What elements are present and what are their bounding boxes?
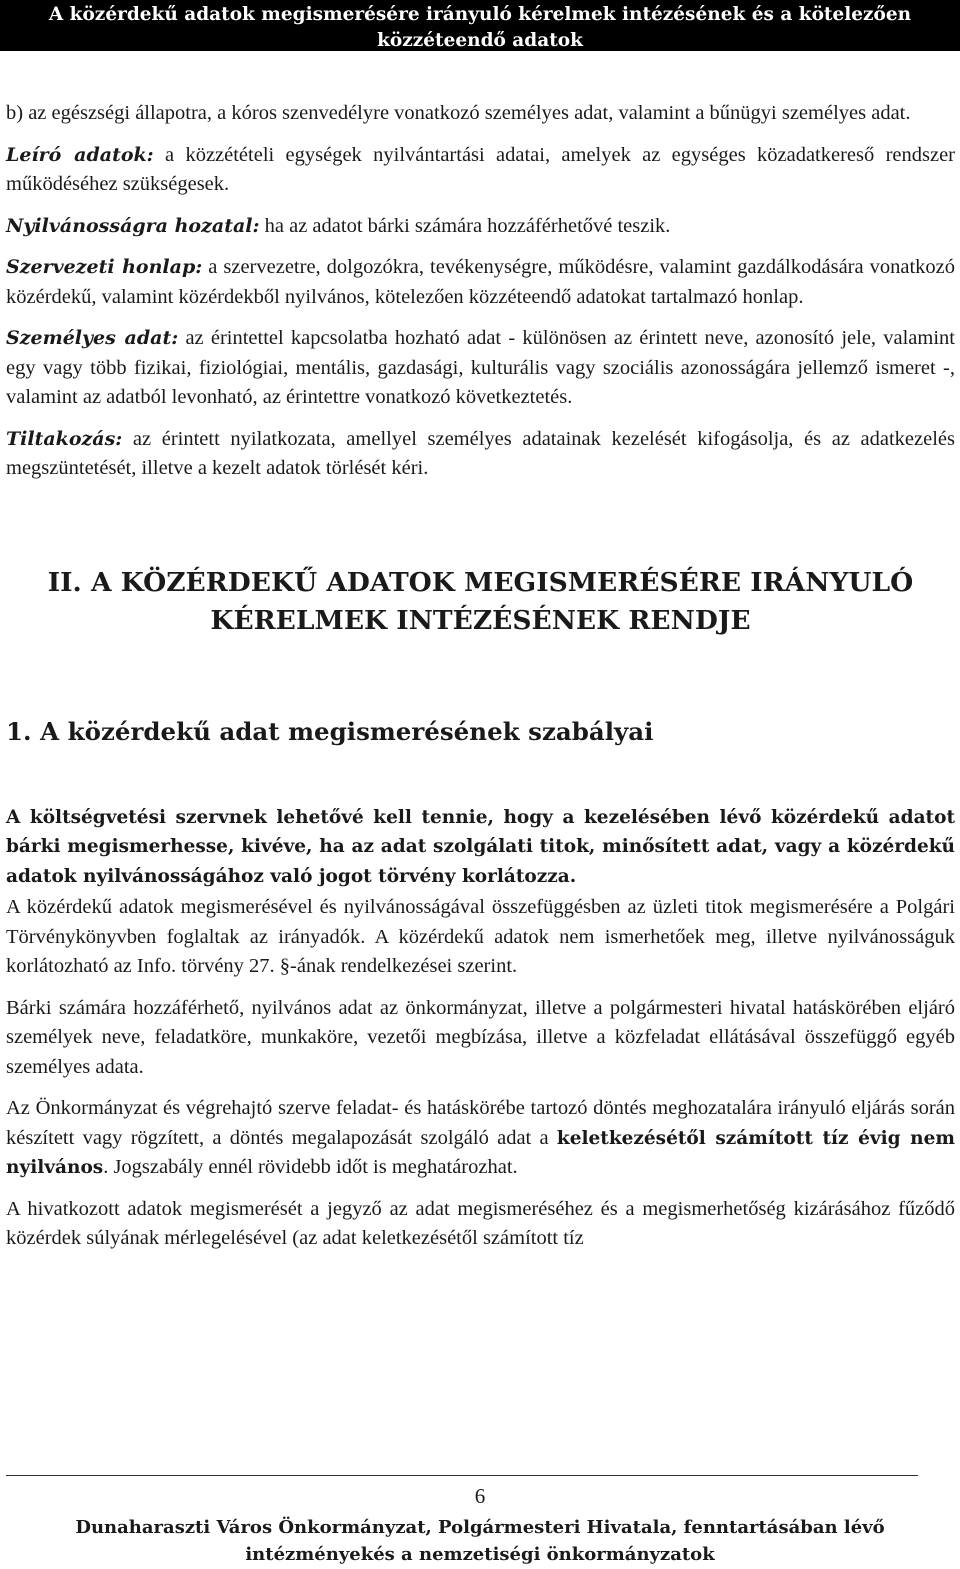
definition-text: az érintett nyilatkozata, amellyel személyes adatainak kezelését kifogásolja, és az adatkezelés megszüntetését, illetve a kezelt adatok törlését kéri. [6, 427, 955, 479]
definition-term: Szervezeti honlap: [6, 256, 203, 278]
paragraph: A hivatkozott adatok megismerését a jegyző az adat megismeréséhez és a megismerhetőség kizárásához fűződő közérdek súlyának mérlegelésével (az adat keletkezésétől számított tíz [6, 1197, 955, 1249]
footer-line-2: intézményekés a nemzetiségi önkormányzatok [245, 1544, 715, 1565]
document-body [0, 51, 960, 1254]
definition-item [6, 99, 955, 129]
paragraph-text: . Jogszabály ennél rövidebb időt is meghatározhat. [103, 1156, 518, 1178]
document-footer [0, 1514, 960, 1568]
section-title-line-2: KÉRELMEK INTÉZÉSÉNEK RENDJE [210, 604, 751, 636]
definition-text: a szervezetre, dolgozókra, tevékenységre, működésre, valamint gazdálkodására vonatkozó közérdekű, valamint közérdekből nyilvános, kötelezően közzéteendő adatokat tartalmazó honlap. [6, 256, 955, 308]
page-number: 6 [474, 1484, 486, 1508]
definition-item [6, 253, 955, 312]
definition-term: Nyilvánosságra hozatal: [6, 214, 260, 237]
bold-intro-paragraph: A költségvetési szervnek lehetővé kell tennie, hogy a kezelésében lévő közérdekű adatot bárki megismerhesse, kivéve, ha az adat szolgálati titok, minősített adat, vagy a közérdekű adatok nyilvánosságához való jogot törvény korlátozza. [6, 806, 955, 887]
header-line-1: A közérdekű adatok megismerésére irányuló kérelmek intézésének és a kötelezően közzéteendő adatok [48, 4, 912, 51]
footer-line-1: Dunaharaszti Város Önkormányzat, Polgármesteri Hivatala, fenntartásában lévő [75, 1517, 885, 1538]
header-line-2: nyilvánosságra hozatalának szabályzata [274, 56, 686, 77]
paragraph [6, 1094, 955, 1183]
emphasis-text: keletkezésétől számított tíz évig nem nyilvános [6, 1127, 955, 1178]
definition-term: Tiltakozás: [6, 427, 123, 450]
section-title [6, 564, 955, 640]
definition-item [6, 425, 955, 484]
paragraph: Bárki számára hozzáférhető, nyilvános adat az önkormányzat, illetve a polgármesteri hivatal hatáskörében eljáró személyek neve, feladatköre, munkaköre, vezetői megbízása, illetve a közfeladat ellátásával összefüggő egyéb személyes adata. [6, 996, 955, 1078]
section-title-line-1: II. A KÖZÉRDEKŰ ADATOK MEGISMERÉSÉRE IRÁNYULÓ [47, 566, 914, 598]
definition-text: a közzétételi egységek nyilvántartási adatai, amelyek az egységes közadatkereső rendszer működéséhez szükségesek. [6, 143, 956, 195]
paragraph-text: Az Önkormányzat és végrehajtó szerve feladat- és hatáskörébe tartozó döntés meghozatalára irányuló eljárás során készített vagy rögzített, a döntés megalapozását szolgáló adat a [6, 1097, 955, 1149]
paragraph: A közérdekű adatok megismerésével és nyilvánosságával összefüggésben az üzleti titok megismerésére a Polgári Törvénykönyvben foglaltak az irányadók. A közérdekű adatok nem ismerhetőek meg, illetve nyilvánosságuk korlátozható az Info. törvény 27. §-ának rendelkezései szerint. [6, 896, 955, 977]
definition-text: b) az egészségi állapotra, a kóros szenvedélyre vonatkozó személyes adat, valamint a bűnügyi személyes adat. [6, 102, 911, 124]
definition-text: ha az adatot bárki számára hozzáférhetővé teszik. [259, 214, 671, 237]
subsection-title: 1. A közérdekű adat megismerésének szabályai [6, 716, 654, 746]
footer-divider [6, 1475, 918, 1476]
definition-item [6, 212, 955, 242]
definition-term: Leíró adatok: [6, 143, 154, 166]
definition-item [6, 141, 955, 200]
definition-term: Személyes adat: [6, 327, 179, 349]
definition-text: az érintettel kapcsolatba hozható adat - különösen az érintett neve, azonosító jele, valamint egy vagy több fizikai, fiziológiai, mentális, gazdasági, kulturális vagy szociális azonosságára jellemző ismeret -, valamint az adatból levonható, az érintettre vonatkozó következtetés. [6, 327, 955, 408]
definition-item [6, 324, 955, 413]
document-header [0, 0, 960, 77]
